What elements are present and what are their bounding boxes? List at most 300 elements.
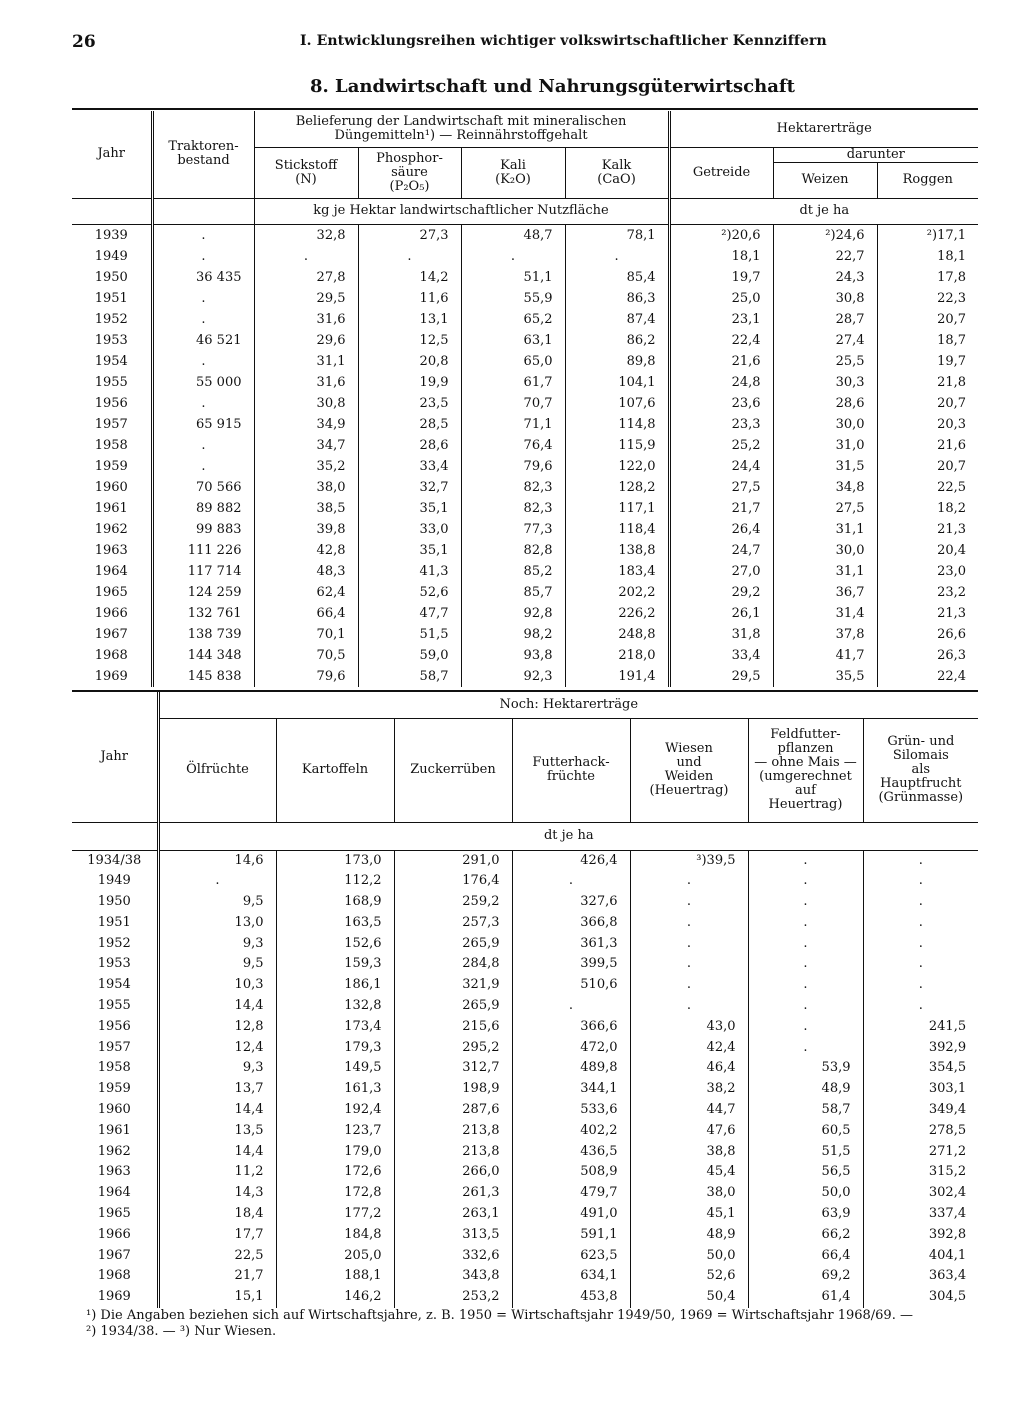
- value-cell: 132 761: [152, 603, 254, 624]
- value-cell: 123,7: [276, 1121, 394, 1142]
- value-cell: 33,4: [669, 645, 773, 666]
- value-cell: 38,5: [254, 498, 358, 519]
- value-cell: .: [863, 934, 978, 955]
- table-row: [72, 871, 978, 892]
- value-cell: 21,8: [877, 372, 978, 393]
- value-cell: 9,5: [158, 954, 276, 975]
- value-cell: 634,1: [512, 1266, 630, 1287]
- value-cell: 30,3: [773, 372, 877, 393]
- table-row: [72, 1142, 978, 1163]
- value-cell: 259,2: [394, 892, 512, 913]
- value-cell: ³)39,5: [630, 850, 748, 871]
- value-cell: 21,7: [669, 498, 773, 519]
- value-cell: 31,1: [254, 351, 358, 372]
- value-cell: 78,1: [565, 224, 669, 246]
- value-cell: 51,5: [748, 1142, 863, 1163]
- value-cell: 361,3: [512, 934, 630, 955]
- value-cell: 31,8: [669, 624, 773, 645]
- value-cell: 29,5: [669, 666, 773, 687]
- value-cell: 27,0: [669, 561, 773, 582]
- value-cell: 303,1: [863, 1079, 978, 1100]
- value-cell: 25,5: [773, 351, 877, 372]
- value-cell: 50,0: [630, 1246, 748, 1267]
- value-cell: .: [748, 850, 863, 871]
- value-cell: .: [158, 871, 276, 892]
- value-cell: 66,4: [748, 1246, 863, 1267]
- footnotes: [86, 1308, 986, 1340]
- value-cell: 22,5: [158, 1246, 276, 1267]
- value-cell: 23,3: [669, 414, 773, 435]
- value-cell: 85,2: [461, 561, 565, 582]
- table-row: [72, 1225, 978, 1246]
- value-cell: 31,0: [773, 435, 877, 456]
- value-cell: 213,8: [394, 1142, 512, 1163]
- value-cell: 117,1: [565, 498, 669, 519]
- table-row: [72, 309, 978, 330]
- value-cell: 42,4: [630, 1038, 748, 1059]
- value-cell: 62,4: [254, 582, 358, 603]
- header2-group: Noch: Hektarerträge: [158, 692, 978, 718]
- value-cell: .: [512, 996, 630, 1017]
- value-cell: .: [863, 871, 978, 892]
- page-number: 26: [72, 32, 96, 52]
- header-roggen: Roggen: [877, 162, 978, 198]
- value-cell: 426,4: [512, 850, 630, 871]
- value-cell: 31,6: [254, 309, 358, 330]
- value-cell: 82,3: [461, 477, 565, 498]
- value-cell: 19,7: [877, 351, 978, 372]
- value-cell: 188,1: [276, 1266, 394, 1287]
- value-cell: .: [748, 1038, 863, 1059]
- value-cell: 59,0: [358, 645, 461, 666]
- table-row: [72, 330, 978, 351]
- value-cell: 44,7: [630, 1100, 748, 1121]
- value-cell: 82,3: [461, 498, 565, 519]
- value-cell: 24,3: [773, 267, 877, 288]
- value-cell: 24,8: [669, 372, 773, 393]
- value-cell: 79,6: [461, 456, 565, 477]
- value-cell: 198,9: [394, 1079, 512, 1100]
- value-cell: 287,6: [394, 1100, 512, 1121]
- value-cell: 48,9: [630, 1225, 748, 1246]
- value-cell: 248,8: [565, 624, 669, 645]
- value-cell: 28,7: [773, 309, 877, 330]
- value-cell: 22,7: [773, 246, 877, 267]
- value-cell: ²)17,1: [877, 224, 978, 246]
- value-cell: .: [152, 351, 254, 372]
- year-cell: 1952: [97, 935, 131, 951]
- value-cell: .: [152, 393, 254, 414]
- header-jahr: Jahr: [72, 111, 152, 198]
- year-cell: 1960: [97, 1102, 131, 1118]
- value-cell: ²)24,6: [773, 224, 877, 246]
- value-cell: 25,0: [669, 288, 773, 309]
- value-cell: 70,1: [254, 624, 358, 645]
- value-cell: 12,8: [158, 1017, 276, 1038]
- value-cell: .: [863, 850, 978, 871]
- year-cell: 1957: [94, 416, 128, 432]
- value-cell: 55,9: [461, 288, 565, 309]
- year-cell: 1951: [94, 290, 128, 306]
- value-cell: .: [152, 309, 254, 330]
- value-cell: 295,2: [394, 1038, 512, 1059]
- value-cell: 271,2: [863, 1142, 978, 1163]
- value-cell: 18,7: [877, 330, 978, 351]
- value-cell: 65 915: [152, 414, 254, 435]
- year-cell: 1959: [97, 1081, 131, 1097]
- value-cell: 12,4: [158, 1038, 276, 1059]
- value-cell: .: [748, 892, 863, 913]
- header2-jahr: Jahr: [72, 692, 158, 822]
- value-cell: 17,8: [877, 267, 978, 288]
- value-cell: .: [254, 246, 358, 267]
- value-cell: 111 226: [152, 540, 254, 561]
- value-cell: 61,7: [461, 372, 565, 393]
- table-row: [72, 954, 978, 975]
- header-fertilizer-group: Belieferung der Landwirtschaft mit mineralischen Düngemitteln¹) — Reinnährstoffgehalt: [254, 111, 669, 147]
- value-cell: 12,5: [358, 330, 461, 351]
- year-cell: 1949: [97, 873, 131, 889]
- value-cell: 183,4: [565, 561, 669, 582]
- value-cell: 18,1: [877, 246, 978, 267]
- header2-zucker: Zuckerrüben: [394, 718, 512, 822]
- table-row: [72, 393, 978, 414]
- year-cell: 1968: [97, 1268, 131, 1284]
- value-cell: 30,8: [773, 288, 877, 309]
- value-cell: 34,7: [254, 435, 358, 456]
- value-cell: 41,7: [773, 645, 877, 666]
- table-row: [72, 624, 978, 645]
- table-row: [72, 477, 978, 498]
- value-cell: 26,3: [877, 645, 978, 666]
- value-cell: 144 348: [152, 645, 254, 666]
- value-cell: 31,1: [773, 561, 877, 582]
- value-cell: 145 838: [152, 666, 254, 687]
- year-cell: 1965: [94, 584, 128, 600]
- value-cell: 21,6: [669, 351, 773, 372]
- year-cell: 1965: [97, 1206, 131, 1222]
- header-getreide: Getreide: [669, 147, 773, 198]
- value-cell: 291,0: [394, 850, 512, 871]
- header-kali: Kali (K₂O): [461, 147, 565, 198]
- value-cell: 55 000: [152, 372, 254, 393]
- table-row: [72, 1162, 978, 1183]
- value-cell: 28,5: [358, 414, 461, 435]
- value-cell: 168,9: [276, 892, 394, 913]
- table-row: [72, 540, 978, 561]
- value-cell: .: [152, 224, 254, 246]
- value-cell: 22,4: [877, 666, 978, 687]
- value-cell: 20,3: [877, 414, 978, 435]
- value-cell: .: [630, 871, 748, 892]
- value-cell: 98,2: [461, 624, 565, 645]
- value-cell: 92,3: [461, 666, 565, 687]
- value-cell: 56,5: [748, 1162, 863, 1183]
- value-cell: 392,9: [863, 1038, 978, 1059]
- value-cell: 315,2: [863, 1162, 978, 1183]
- value-cell: 29,5: [254, 288, 358, 309]
- value-cell: 253,2: [394, 1287, 512, 1308]
- value-cell: 36 435: [152, 267, 254, 288]
- value-cell: 159,3: [276, 954, 394, 975]
- value-cell: 510,6: [512, 975, 630, 996]
- value-cell: 48,3: [254, 561, 358, 582]
- unit-yield: dt je ha: [669, 198, 978, 224]
- value-cell: 11,6: [358, 288, 461, 309]
- value-cell: 66,4: [254, 603, 358, 624]
- value-cell: 366,8: [512, 913, 630, 934]
- value-cell: 86,3: [565, 288, 669, 309]
- table-row: [72, 1204, 978, 1225]
- year-cell: 1954: [97, 977, 131, 993]
- value-cell: 149,5: [276, 1058, 394, 1079]
- value-cell: 332,6: [394, 1246, 512, 1267]
- header-weizen: Weizen: [773, 162, 877, 198]
- value-cell: 117 714: [152, 561, 254, 582]
- value-cell: 76,4: [461, 435, 565, 456]
- table-row: [72, 996, 978, 1017]
- value-cell: 17,7: [158, 1225, 276, 1246]
- value-cell: 38,0: [254, 477, 358, 498]
- table1-body: [72, 224, 978, 687]
- header2-feldfutter: Feldfutter- pflanzen — ohne Mais — (umgerechnet auf Heuertrag): [748, 718, 863, 822]
- value-cell: 313,5: [394, 1225, 512, 1246]
- value-cell: 47,7: [358, 603, 461, 624]
- value-cell: 14,4: [158, 1142, 276, 1163]
- value-cell: .: [461, 246, 565, 267]
- value-cell: 14,4: [158, 996, 276, 1017]
- value-cell: 265,9: [394, 996, 512, 1017]
- year-cell: 1955: [97, 998, 131, 1014]
- value-cell: 28,6: [773, 393, 877, 414]
- value-cell: 19,7: [669, 267, 773, 288]
- table-row: [72, 1266, 978, 1287]
- value-cell: 22,3: [877, 288, 978, 309]
- year-cell: 1968: [94, 647, 128, 663]
- table1-top-rule: [72, 108, 978, 110]
- value-cell: 42,8: [254, 540, 358, 561]
- table-row: [72, 934, 978, 955]
- value-cell: 33,4: [358, 456, 461, 477]
- value-cell: 138,8: [565, 540, 669, 561]
- value-cell: 89 882: [152, 498, 254, 519]
- value-cell: 146,2: [276, 1287, 394, 1308]
- value-cell: 122,0: [565, 456, 669, 477]
- header2-gruen: Grün- und Silomais als Hauptfrucht (Grünmasse): [863, 718, 978, 822]
- value-cell: 436,5: [512, 1142, 630, 1163]
- value-cell: 114,8: [565, 414, 669, 435]
- value-cell: 163,5: [276, 913, 394, 934]
- table-row: [72, 666, 978, 687]
- value-cell: .: [630, 913, 748, 934]
- table-row: [72, 498, 978, 519]
- table-row: [72, 519, 978, 540]
- value-cell: 218,0: [565, 645, 669, 666]
- value-cell: 30,8: [254, 393, 358, 414]
- value-cell: .: [152, 246, 254, 267]
- value-cell: .: [152, 288, 254, 309]
- value-cell: 45,1: [630, 1204, 748, 1225]
- value-cell: 29,2: [669, 582, 773, 603]
- value-cell: 60,5: [748, 1121, 863, 1142]
- value-cell: .: [565, 246, 669, 267]
- table-row: [72, 435, 978, 456]
- value-cell: 22,5: [877, 477, 978, 498]
- value-cell: 77,3: [461, 519, 565, 540]
- value-cell: 278,5: [863, 1121, 978, 1142]
- value-cell: 177,2: [276, 1204, 394, 1225]
- value-cell: 50,4: [630, 1287, 748, 1308]
- value-cell: 186,1: [276, 975, 394, 996]
- value-cell: 70 566: [152, 477, 254, 498]
- value-cell: .: [358, 246, 461, 267]
- value-cell: 31,5: [773, 456, 877, 477]
- table-row: [72, 582, 978, 603]
- year-cell: 1955: [94, 374, 128, 390]
- value-cell: 14,4: [158, 1100, 276, 1121]
- value-cell: 115,9: [565, 435, 669, 456]
- value-cell: 10,3: [158, 975, 276, 996]
- value-cell: 79,6: [254, 666, 358, 687]
- value-cell: 58,7: [358, 666, 461, 687]
- value-cell: 45,4: [630, 1162, 748, 1183]
- header-darunter: darunter: [773, 147, 978, 162]
- value-cell: 472,0: [512, 1038, 630, 1059]
- value-cell: 321,9: [394, 975, 512, 996]
- year-cell: 1963: [97, 1164, 131, 1180]
- value-cell: .: [748, 996, 863, 1017]
- value-cell: 363,4: [863, 1266, 978, 1287]
- year-cell: 1961: [94, 500, 128, 516]
- footnote-1: ¹) Die Angaben beziehen sich auf Wirtschaftsjahre, z. B. 1950 = Wirtschaftsjahr 1949/50, 1969 = Wirtschaftsjahr 1968/69. —: [86, 1308, 913, 1323]
- value-cell: 172,8: [276, 1183, 394, 1204]
- value-cell: 215,6: [394, 1017, 512, 1038]
- value-cell: 184,8: [276, 1225, 394, 1246]
- value-cell: 392,8: [863, 1225, 978, 1246]
- year-cell: 1951: [97, 914, 131, 930]
- value-cell: 51,5: [358, 624, 461, 645]
- value-cell: 89,8: [565, 351, 669, 372]
- header-stickstoff: Stickstoff (N): [254, 147, 358, 198]
- year-cell: 1962: [94, 521, 128, 537]
- table-row: [72, 1038, 978, 1059]
- fertilizer-yield-table: [72, 111, 978, 687]
- value-cell: 128,2: [565, 477, 669, 498]
- crop-yield-table: [72, 692, 978, 1308]
- value-cell: 66,2: [748, 1225, 863, 1246]
- value-cell: .: [748, 934, 863, 955]
- table-row: [72, 414, 978, 435]
- value-cell: 38,0: [630, 1183, 748, 1204]
- value-cell: 226,2: [565, 603, 669, 624]
- table-row: [72, 1246, 978, 1267]
- value-cell: .: [630, 934, 748, 955]
- year-cell: 1964: [97, 1185, 131, 1201]
- value-cell: 25,2: [669, 435, 773, 456]
- value-cell: 491,0: [512, 1204, 630, 1225]
- value-cell: 13,1: [358, 309, 461, 330]
- value-cell: .: [748, 1017, 863, 1038]
- value-cell: 32,7: [358, 477, 461, 498]
- value-cell: 65,0: [461, 351, 565, 372]
- value-cell: 266,0: [394, 1162, 512, 1183]
- value-cell: 20,7: [877, 456, 978, 477]
- year-cell: 1949: [94, 248, 128, 264]
- table-row: [72, 1100, 978, 1121]
- year-cell: 1958: [94, 437, 128, 453]
- value-cell: .: [748, 975, 863, 996]
- value-cell: 591,1: [512, 1225, 630, 1246]
- value-cell: 35,5: [773, 666, 877, 687]
- value-cell: 38,2: [630, 1079, 748, 1100]
- value-cell: .: [630, 892, 748, 913]
- value-cell: 14,3: [158, 1183, 276, 1204]
- value-cell: 35,1: [358, 540, 461, 561]
- value-cell: 27,4: [773, 330, 877, 351]
- value-cell: 13,7: [158, 1079, 276, 1100]
- value-cell: 241,5: [863, 1017, 978, 1038]
- value-cell: .: [748, 871, 863, 892]
- year-cell: 1939: [94, 227, 128, 243]
- value-cell: 132,8: [276, 996, 394, 1017]
- value-cell: 623,5: [512, 1246, 630, 1267]
- value-cell: 176,4: [394, 871, 512, 892]
- value-cell: 58,7: [748, 1100, 863, 1121]
- table-row: [72, 267, 978, 288]
- value-cell: 453,8: [512, 1287, 630, 1308]
- year-cell: 1969: [94, 668, 128, 684]
- value-cell: 18,2: [877, 498, 978, 519]
- value-cell: 31,4: [773, 603, 877, 624]
- value-cell: 31,6: [254, 372, 358, 393]
- header2-kartoffeln: Kartoffeln: [276, 718, 394, 822]
- value-cell: 48,9: [748, 1079, 863, 1100]
- value-cell: 69,2: [748, 1266, 863, 1287]
- table-row: [72, 1287, 978, 1308]
- value-cell: 15,1: [158, 1287, 276, 1308]
- header-traktoren: Traktoren- bestand: [152, 111, 254, 198]
- table-row: [72, 913, 978, 934]
- value-cell: 344,1: [512, 1079, 630, 1100]
- value-cell: 11,2: [158, 1162, 276, 1183]
- table-row: [72, 351, 978, 372]
- year-cell: 1953: [94, 332, 128, 348]
- value-cell: 19,9: [358, 372, 461, 393]
- value-cell: 152,6: [276, 934, 394, 955]
- value-cell: 27,5: [773, 498, 877, 519]
- header-phosphor: Phosphor- säure (P₂O₅): [358, 147, 461, 198]
- value-cell: 23,2: [877, 582, 978, 603]
- value-cell: 508,9: [512, 1162, 630, 1183]
- table-row: [72, 561, 978, 582]
- year-cell: 1964: [94, 563, 128, 579]
- value-cell: 192,4: [276, 1100, 394, 1121]
- value-cell: .: [630, 954, 748, 975]
- value-cell: 302,4: [863, 1183, 978, 1204]
- value-cell: 399,5: [512, 954, 630, 975]
- value-cell: 138 739: [152, 624, 254, 645]
- value-cell: 82,8: [461, 540, 565, 561]
- header-kalk: Kalk (CaO): [565, 147, 669, 198]
- value-cell: 29,6: [254, 330, 358, 351]
- value-cell: 36,7: [773, 582, 877, 603]
- year-cell: 1967: [94, 626, 128, 642]
- value-cell: 63,9: [748, 1204, 863, 1225]
- value-cell: 33,0: [358, 519, 461, 540]
- header2-wiesen: Wiesen und Weiden (Heuertrag): [630, 718, 748, 822]
- year-cell: 1962: [97, 1143, 131, 1159]
- year-cell: 1954: [94, 353, 128, 369]
